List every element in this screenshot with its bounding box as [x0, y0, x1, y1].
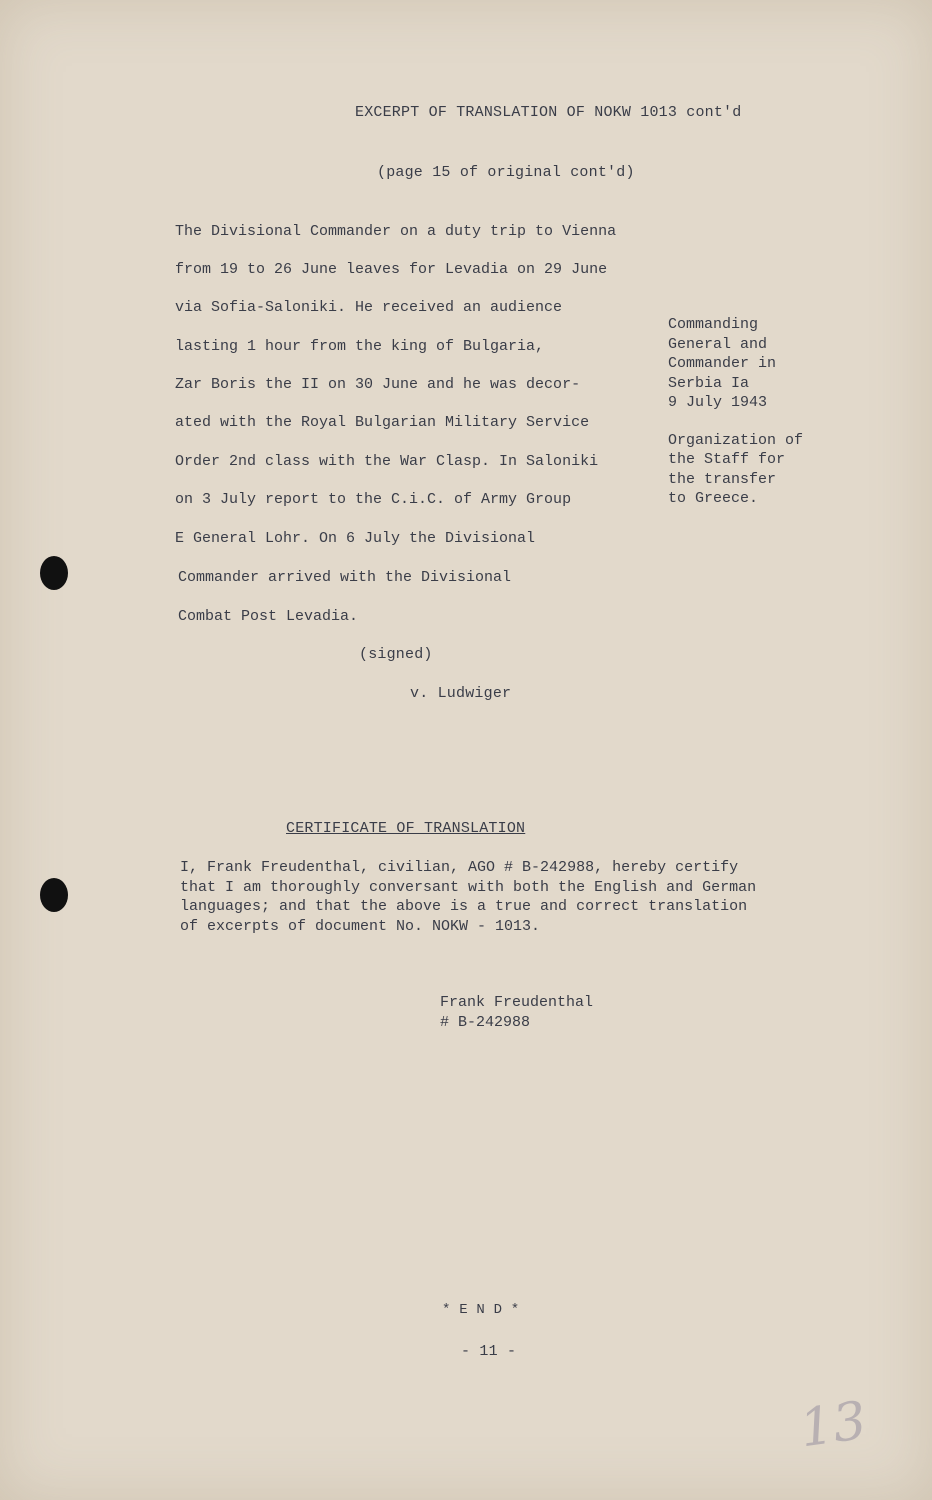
body-line: Combat Post Levadia.	[178, 608, 359, 625]
signed-marker: (signed)	[359, 646, 433, 663]
side-note-line: the Staff for	[668, 451, 786, 468]
side-note-line: to Greece.	[668, 490, 759, 507]
translator-name: Frank Freudenthal	[440, 994, 594, 1011]
body-line: Zar Boris the II on 30 June and he was decor-	[175, 376, 581, 393]
body-line: from 19 to 26 June leaves for Levadia on 29 June	[175, 261, 608, 278]
body-line: Order 2nd class with the War Clasp. In Saloniki	[175, 453, 599, 470]
signatory-name: v. Ludwiger	[410, 685, 512, 702]
page-number: - 11 -	[461, 1343, 517, 1360]
punch-hole-bottom	[40, 878, 68, 912]
body-line: via Sofia-Saloniki. He received an audience	[175, 299, 563, 316]
side-notes	[668, 315, 803, 509]
body-line: E General Lohr. On 6 July the Divisional	[175, 530, 536, 547]
side-note-line: General and	[668, 335, 768, 353]
side-note-line: the transfer	[668, 470, 777, 488]
certificate-line: that I am thoroughly conversant with both the English and German	[180, 878, 757, 896]
side-note-line: Organization of	[668, 431, 804, 449]
certificate-text	[180, 858, 756, 936]
certificate-line: languages; and that the above is a true and correct translation	[180, 898, 748, 915]
side-note-line: Commander in	[668, 355, 777, 372]
translator-signature	[440, 993, 593, 1033]
certificate-heading: CERTIFICATE OF TRANSLATION	[286, 820, 526, 837]
certificate-line: of excerpts of document No. NOKW - 1013.	[180, 917, 541, 935]
end-mark: * E N D *	[442, 1302, 520, 1318]
side-note-line: 9 July 1943	[668, 394, 768, 411]
body-line: on 3 July report to the C.i.C. of Army Group	[175, 491, 572, 508]
document-title: EXCERPT OF TRANSLATION OF NOKW 1013 cont'd	[355, 104, 742, 121]
page-reference: (page 15 of original cont'd)	[377, 164, 635, 181]
handwritten-page-number: 13	[796, 1390, 871, 1460]
body-line: ated with the Royal Bulgarian Military Service	[175, 414, 590, 431]
body-line: lasting 1 hour from the king of Bulgaria,	[175, 338, 545, 355]
translator-id: # B-242988	[440, 1014, 531, 1031]
body-line: The Divisional Commander on a duty trip to Vienna	[175, 223, 617, 240]
side-note-line: Commanding	[668, 316, 759, 333]
punch-hole-top	[40, 556, 68, 590]
certificate-line: I, Frank Freudenthal, civilian, AGO # B-242988, hereby certify	[180, 859, 739, 876]
body-line: Commander arrived with the Divisional	[178, 569, 512, 586]
side-note-line: Serbia Ia	[668, 374, 750, 392]
